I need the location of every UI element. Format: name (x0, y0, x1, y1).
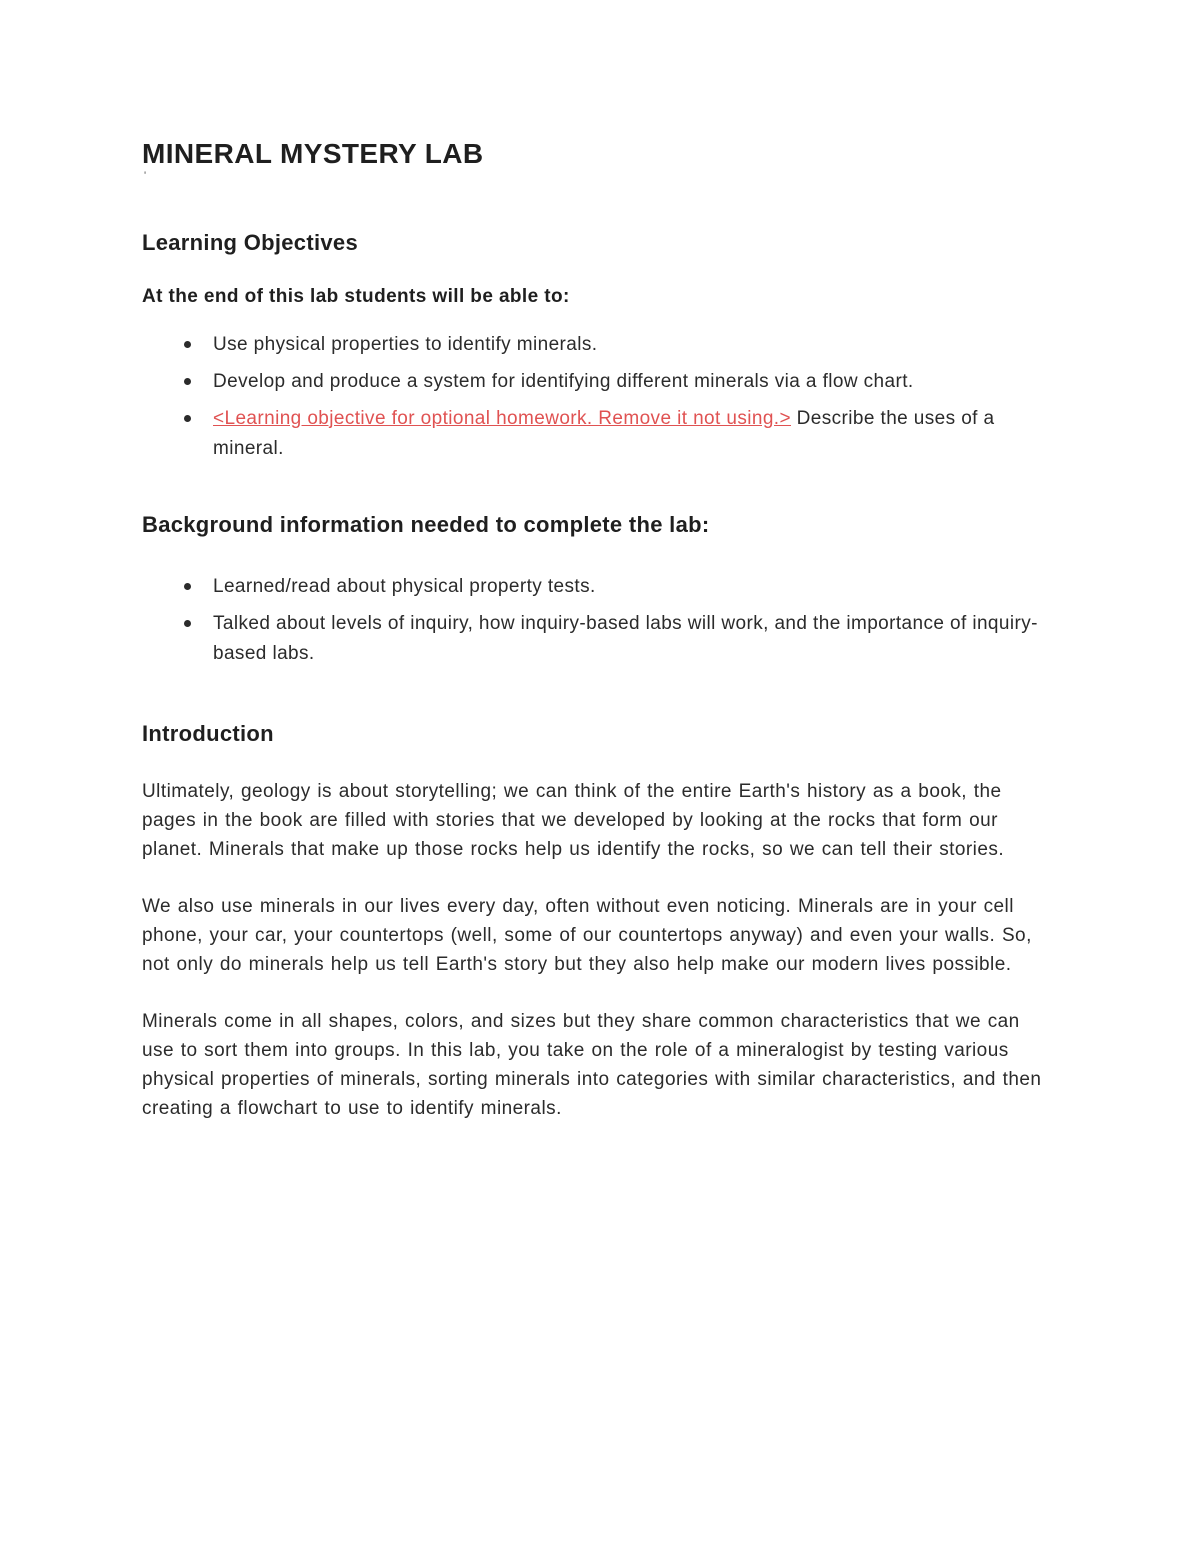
list-item (142, 330, 1058, 360)
objectives-lead-text: At the end of this lab students will be able to: (142, 286, 570, 307)
bullet-text-mixed (213, 404, 1058, 464)
background-bullet-list (142, 572, 1058, 669)
heading-introduction: Introduction (142, 721, 274, 746)
document-content (142, 138, 1058, 1123)
list-item (142, 404, 1058, 464)
bullet-text: Use physical properties to identify minerals. (213, 334, 598, 355)
bullet-icon (184, 341, 191, 348)
list-item (142, 609, 1058, 669)
bullet-icon (184, 415, 191, 422)
intro-paragraph-1: Ultimately, geology is about storytelling; we can think of the entire Earth's history as a book, the pages in the book are filled with stories that we developed by looking at the rocks that form our planet. Minerals that make up those rocks help us identify the rocks, so we can tell their stories. (142, 781, 1005, 860)
list-item (142, 572, 1058, 602)
page-title: MINERAL MYSTERY LAB (142, 138, 484, 169)
intro-paragraph-2: We also use minerals in our lives every day, often without even noticing. Minerals are in your cell phone, your car, your countertops (well, some of our countertops anyway) and even your walls. So, not only do minerals help us tell Earth's story but they also help make our modern lives possible. (142, 896, 1032, 975)
heading-learning-objectives: Learning Objectives (142, 230, 358, 255)
bullet-text: Develop and produce a system for identifying different minerals via a flow chart. (213, 371, 914, 392)
optional-homework-note: <Learning objective for optional homework. Remove it not using.> (213, 408, 791, 429)
bullet-icon (184, 620, 191, 627)
bullet-icon (184, 583, 191, 590)
list-item (142, 367, 1058, 397)
bullet-icon (184, 378, 191, 385)
bullet-text: Learned/read about physical property tests. (213, 576, 596, 597)
bullet-text: Talked about levels of inquiry, how inquiry-based labs will work, and the importance of inquiry-based labs. (213, 613, 1038, 664)
intro-paragraph-3: Minerals come in all shapes, colors, and sizes but they share common characteristics that we can use to sort them into groups. In this lab, you take on the role of a mineralogist by testing various physical properties of minerals, sorting minerals into categories with similar characteristics, and then creating a flowchart to use to identify minerals. (142, 1011, 1042, 1119)
heading-background-info: Background information needed to complete the lab: (142, 512, 710, 537)
objectives-bullet-list (142, 330, 1058, 464)
optional-homework-rest: Describe the uses of a mineral. (213, 408, 995, 459)
cursor-artifact: ' (144, 170, 147, 182)
